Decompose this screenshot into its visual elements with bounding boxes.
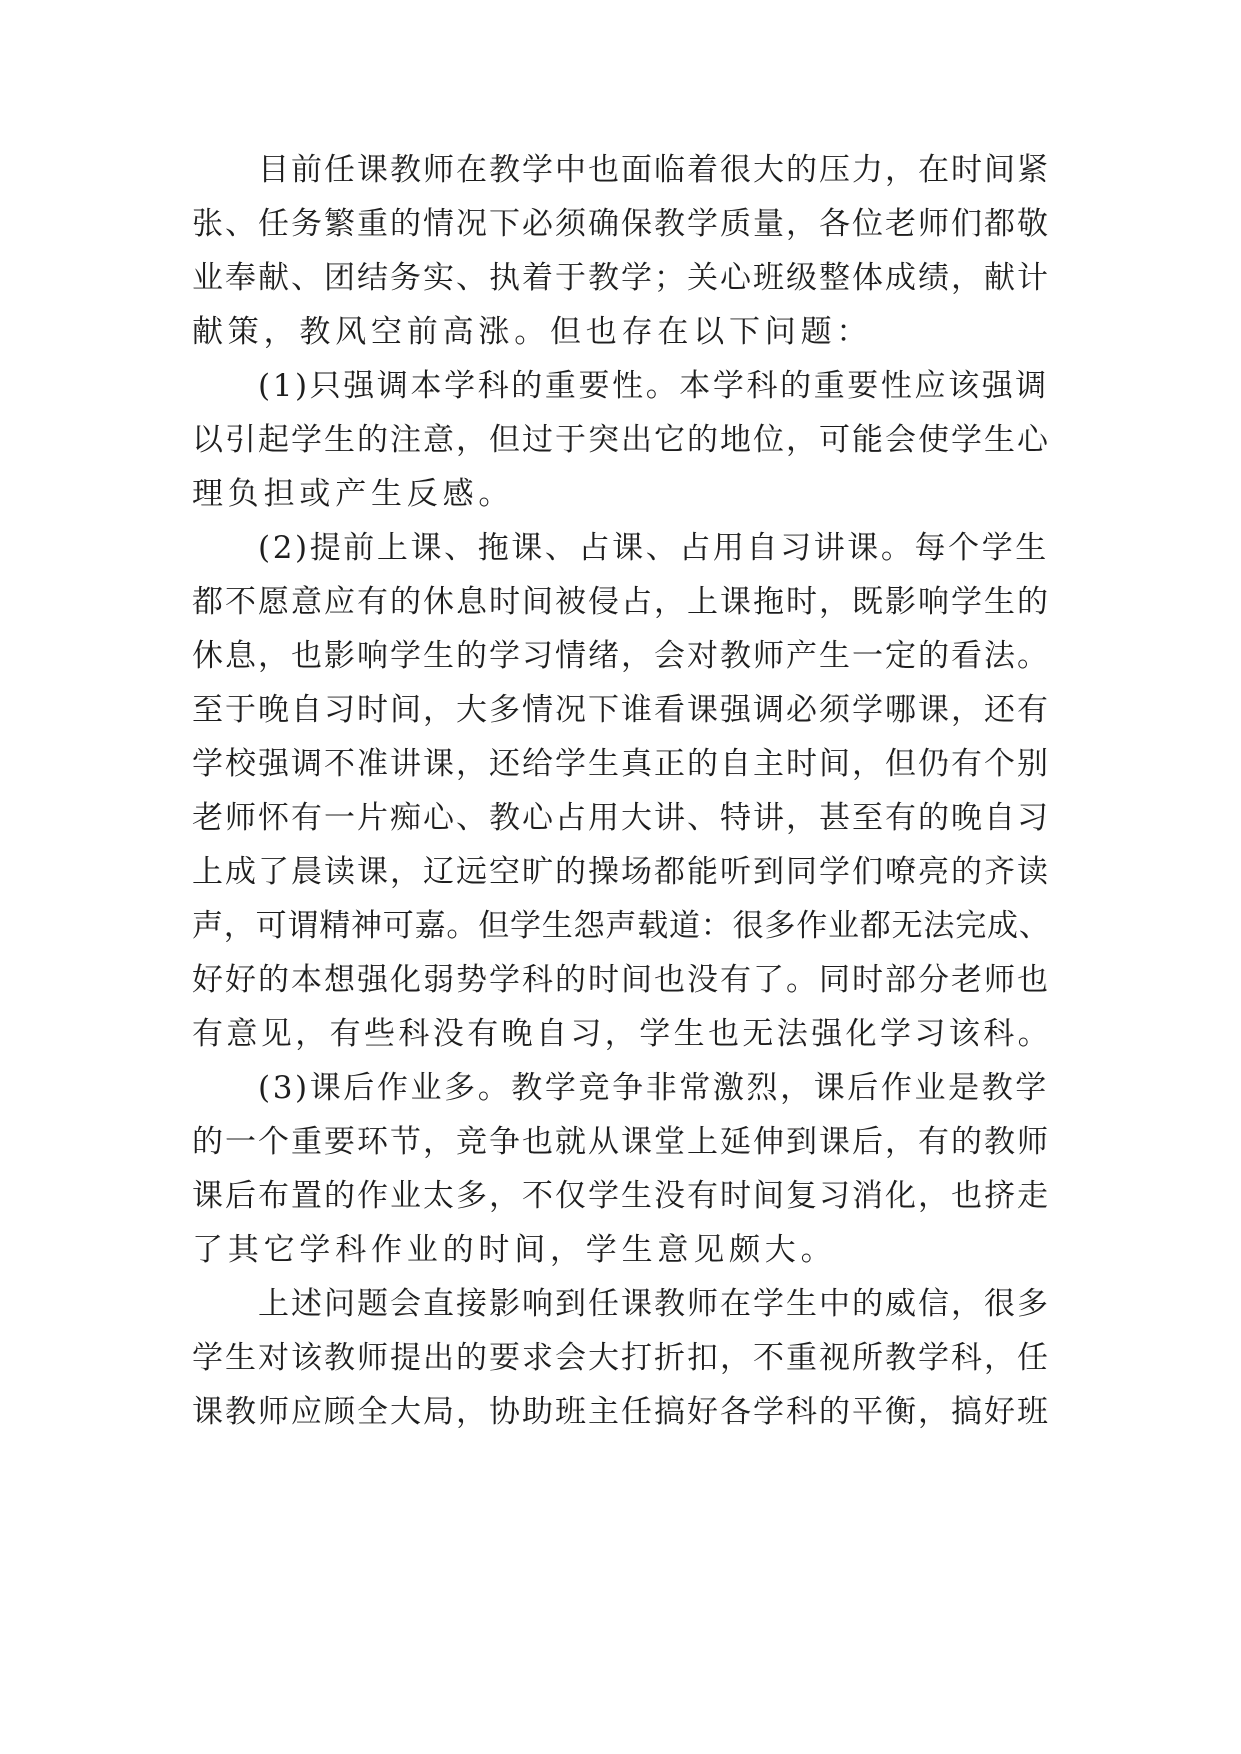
text-line: 献策，教风空前高涨。但也存在以下问题： — [192, 314, 873, 350]
text-line: (3)课后作业多。教学竞争非常激烈，课后作业是教学 — [258, 1070, 1049, 1106]
text-line: (2)提前上课、拖课、占课、占用自习讲课。每个学生 — [258, 530, 1049, 566]
text-line: 学校强调不准讲课，还给学生真正的自主时间，但仍有个别 — [192, 746, 1050, 782]
text-line: 张、任务繁重的情况下必须确保教学质量，各位老师们都敬 — [192, 206, 1050, 242]
text-line: 理负担或产生反感。 — [192, 476, 515, 512]
text-line: 休息，也影响学生的学习情绪，会对教师产生一定的看法。 — [192, 638, 1050, 674]
text-line: 声，可谓精神可嘉。但学生怨声载道：很多作业都无法完成、 — [192, 908, 1051, 944]
text-line: 老师怀有一片痴心、教心占用大讲、特讲，甚至有的晚自习 — [192, 800, 1050, 836]
text-line: 有意见，有些科没有晚自习，学生也无法强化学习该科。 — [192, 1016, 1052, 1052]
text-line: 至于晚自习时间，大多情况下谁看课强调必须学哪课，还有 — [192, 692, 1050, 728]
text-line: 都不愿意应有的休息时间被侵占，上课拖时，既影响学生的 — [192, 584, 1050, 620]
text-line: 的一个重要环节，竞争也就从课堂上延伸到课后，有的教师 — [192, 1124, 1050, 1160]
text-line: 目前任课教师在教学中也面临着很大的压力，在时间紧 — [258, 152, 1050, 188]
text-line: 好好的本想强化弱势学科的时间也没有了。同时部分老师也 — [192, 962, 1050, 998]
text-line: (1)只强调本学科的重要性。本学科的重要性应该强调 — [258, 368, 1049, 404]
text-line: 上述问题会直接影响到任课教师在学生中的威信，很多 — [258, 1286, 1050, 1322]
text-line: 上成了晨读课，辽远空旷的操场都能听到同学们嘹亮的齐读 — [192, 854, 1050, 890]
text-line: 了其它学科作业的时间，学生意见颇大。 — [192, 1232, 837, 1268]
text-line: 业奉献、团结务实、执着于教学；关心班级整体成绩，献计 — [192, 260, 1050, 296]
text-line: 学生对该教师提出的要求会大打折扣，不重视所教学科，任 — [192, 1340, 1050, 1376]
text-line: 以引起学生的注意，但过于突出它的地位，可能会使学生心 — [192, 422, 1050, 458]
text-line: 课后布置的作业太多，不仅学生没有时间复习消化，也挤走 — [192, 1178, 1050, 1214]
text-line: 课教师应顾全大局，协助班主任搞好各学科的平衡，搞好班 — [192, 1394, 1050, 1430]
